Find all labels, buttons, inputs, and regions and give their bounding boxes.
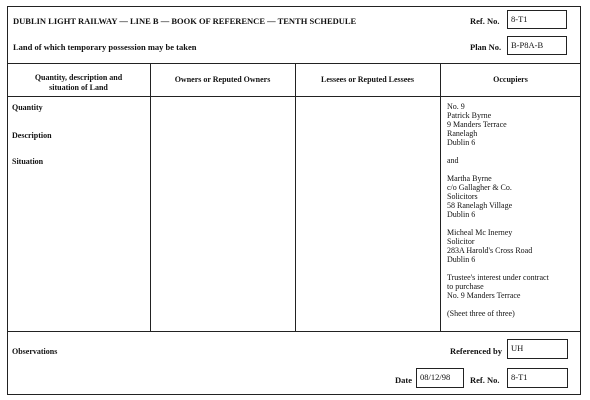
column-header-owners: Owners or Reputed Owners — [174, 75, 271, 84]
occupier-line: c/o Gallagher & Co. — [447, 183, 512, 192]
occupier-line: Dublin 6 — [447, 210, 476, 219]
observations-label: Observations — [12, 347, 58, 356]
referenced-by-box: UH — [507, 339, 568, 359]
ref-no-box: 8-T1 — [507, 10, 567, 29]
occupier-line: and — [447, 156, 459, 165]
occupier-line: Solicitors — [447, 192, 478, 201]
quantity-label: Quantity — [12, 103, 43, 112]
occupiers-list — [447, 102, 577, 327]
occupier-line: No. 9 Manders Terrace — [447, 291, 521, 300]
column-divider-2 — [295, 63, 296, 331]
column-header-lessees: Lessees or Reputed Lessees — [321, 75, 414, 84]
occupier-line: Solicitor — [447, 237, 475, 246]
occupier-line: 283A Harold's Cross Road — [447, 246, 533, 255]
occupier-entry — [447, 273, 577, 300]
occupier-entry — [447, 156, 577, 165]
date-label: Date — [395, 375, 412, 385]
occupier-entry — [447, 309, 577, 318]
occupier-line: Trustee's interest under contract — [447, 273, 549, 282]
occupier-line: Ranelagh — [447, 129, 478, 138]
schedule-subtitle: Land of which temporary possession may be taken — [13, 42, 197, 52]
schedule-title: DUBLIN LIGHT RAILWAY — LINE B — BOOK OF REFERENCE — TENTH SCHEDULE — [13, 16, 357, 26]
column-header-occupiers: Occupiers — [493, 75, 528, 84]
occupier-entry — [447, 102, 577, 147]
date-box: 08/12/98 — [416, 368, 464, 388]
column-header-quantity — [7, 73, 150, 93]
occupier-entry — [447, 174, 577, 219]
footer-ref-no-label: Ref. No. — [470, 375, 500, 385]
occupier-line: Martha Byrne — [447, 174, 492, 183]
observations-rule — [7, 331, 581, 332]
occupier-line: (Sheet three of three) — [447, 309, 515, 318]
header-rule — [7, 63, 581, 64]
occupier-line: No. 9 — [447, 102, 465, 111]
occupier-line: 58 Ranelagh Village — [447, 201, 513, 210]
situation-label: Situation — [12, 157, 44, 166]
footer-ref-no-box: 8-T1 — [507, 368, 568, 388]
occupier-line: Micheal Mc Inerney — [447, 228, 513, 237]
occupier-line: Dublin 6 — [447, 255, 476, 264]
description-label: Description — [12, 131, 52, 140]
occupier-entry — [447, 228, 577, 264]
plan-no-label: Plan No. — [470, 42, 502, 52]
column-header-quantity-line1: Quantity, description and — [34, 73, 123, 82]
referenced-by-label: Referenced by — [450, 346, 503, 356]
ref-no-label: Ref. No. — [470, 16, 500, 26]
column-divider-1 — [150, 63, 151, 331]
occupier-line: to purchase — [447, 282, 484, 291]
occupier-line: Patrick Byrne — [447, 111, 492, 120]
column-header-rule — [7, 96, 581, 97]
column-header-quantity-line2: situation of Land — [49, 83, 108, 92]
plan-no-box: B-P8A-B — [507, 36, 567, 55]
occupier-line: 9 Manders Terrace — [447, 120, 507, 129]
occupier-line: Dublin 6 — [447, 138, 476, 147]
column-divider-3 — [440, 63, 441, 331]
